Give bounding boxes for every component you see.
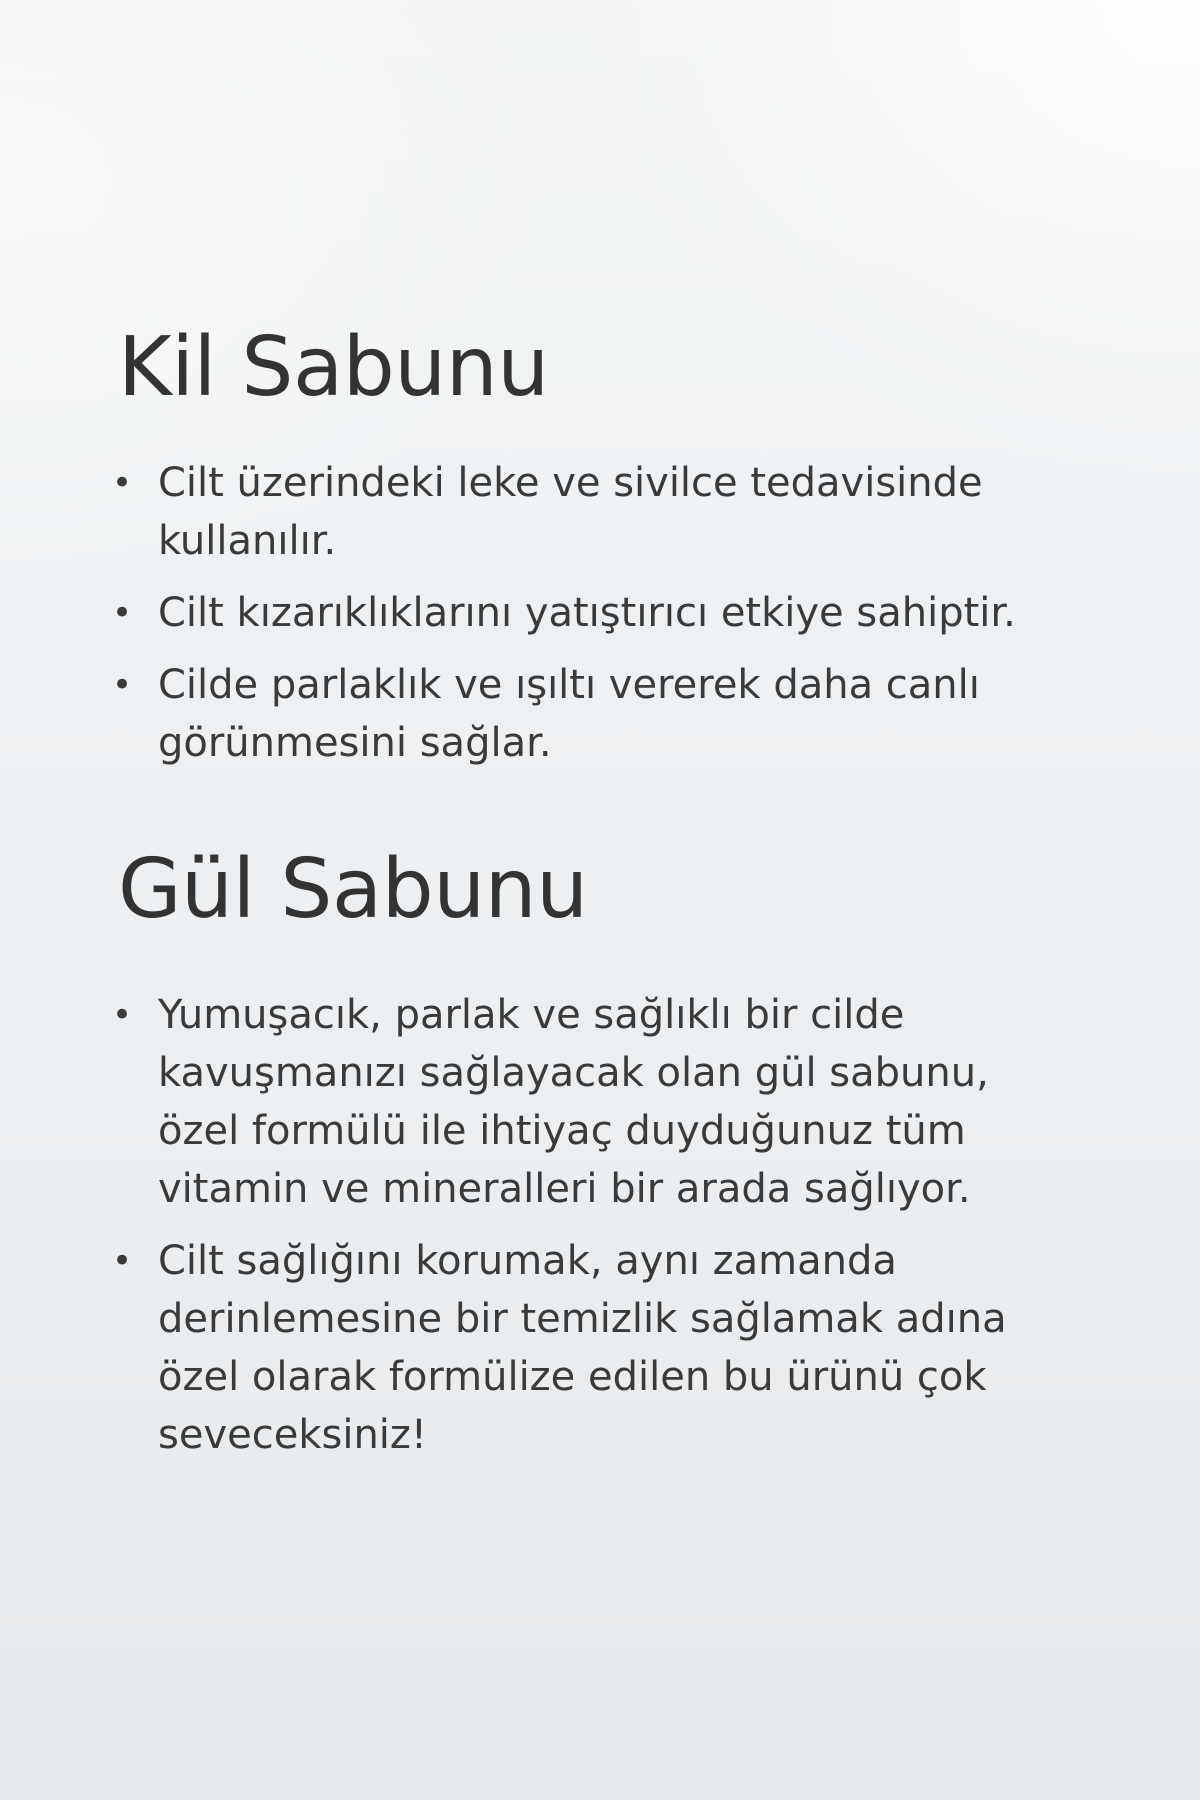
bullet-item: • Yumuşacık, parlak ve sağlıklı bir cilde kavuşmanızı sağlayacak olan gül sabunu, özel formülü ile ihtiyaç duyduğunuz tüm vitamin ve mineralleri bir arada sağlıyor. [118,986,1078,1218]
bullet-item: • Cilt sağlığını korumak, aynı zamanda derinlemesine bir temizlik sağlamak adına özel olarak formülize edilen bu ürünü çok seveceksiniz! [118,1232,1078,1464]
bullet-item: • Cilde parlaklık ve ışıltı vererek daha canlı görünmesini sağlar. [118,656,1078,772]
section-kil-sabunu [118,318,1078,786]
bullet-list [118,454,1078,772]
section-title: Gül Sabunu [118,842,588,937]
bullet-item: • Cilt üzerindeki leke ve sivilce tedavisinde kullanılır. [118,454,1078,570]
bullet-item: • Cilt kızarıklıklarını yatıştırıcı etkiye sahiptir. [118,584,1078,642]
section-gul-sabunu [118,840,1078,1478]
section-title: Kil Sabunu [118,320,549,415]
bullet-list [118,986,1078,1464]
